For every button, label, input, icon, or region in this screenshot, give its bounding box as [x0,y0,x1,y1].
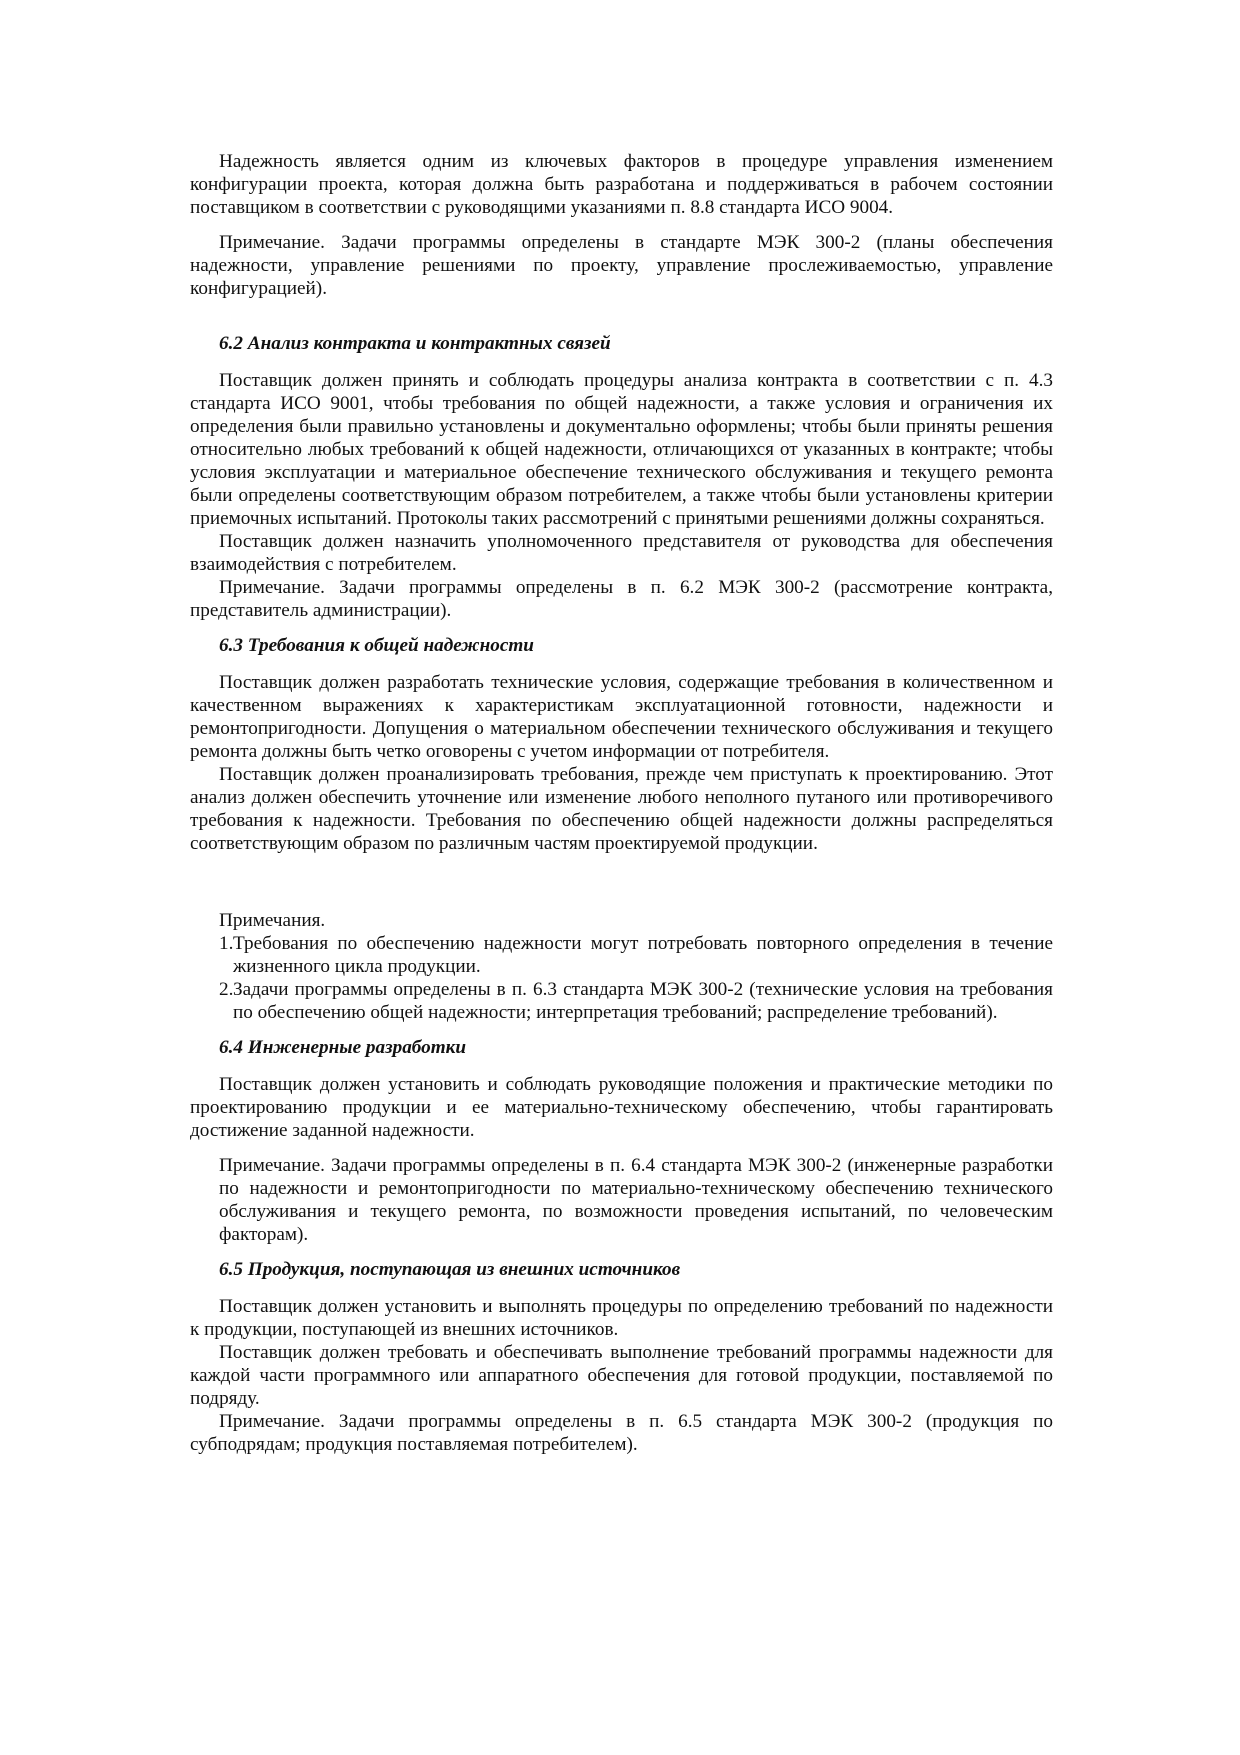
note-text: Требования по обеспечению надежности могут потребовать повторного определения в течение жизненного цикла продукции. [233,933,1053,977]
section-6-5-paragraph-2: Поставщик должен требовать и обеспечивать выполнение требований программы надежности для каждой части программного или аппаратного обеспечения для готовой продукции, поставляемой по подряду. [190,1342,1053,1409]
section-heading-6-2: 6.2 Анализ контракта и контрактных связей [219,333,611,354]
section-heading-6-4: 6.4 Инженерные разработки [219,1037,467,1058]
intro-paragraph: Надежность является одним из ключевых факторов в процедуре управления изменением конфигурации проекта, которая должна быть разработана и поддерживаться в рабочем состоянии поставщиком в соответствии с руководящими указаниями п. 8.8 стандарта ИСО 9004. [190,151,1053,218]
section-heading-6-3: 6.3 Требования к общей надежности [219,635,534,656]
section-6-2-paragraph-1: Поставщик должен принять и соблюдать процедуры анализа контракта в соответствии с п. 4.3 стандарта ИСО 9001, чтобы требования по общей надежности, а также условия и ограничения их определения были правильно установлены и документально оформлены; чтобы были приняты решения относительно любых требований к общей надежности, отличающихся от указанных в контракте; чтобы условия эксплуатации и материальное обеспечение технического обслуживания и текущего ремонта были определены соответствующим образом потребителем, а также чтобы были установлены критерии приемочных испытаний. Протоколы таких рассмотрений с принятыми решениями должны сохраняться. [190,370,1053,529]
section-6-2-note: Примечание. Задачи программы определены в п. 6.2 МЭК 300-2 (рассмотрение контракта, представитель администрации). [190,577,1053,621]
section-6-5-paragraph-1: Поставщик должен установить и выполнять процедуры по определению требований по надежности к продукции, поступающей из внешних источников. [190,1296,1053,1340]
intro-note: Примечание. Задачи программы определены в стандарте МЭК 300-2 (планы обеспечения надежности, управление решениями по проекту, управление прослеживаемостью, управление конфигурацией). [190,232,1053,299]
section-6-3-paragraph-2: Поставщик должен проанализировать требования, прежде чем приступать к проектированию. Этот анализ должен обеспечить уточнение или изменение любого неполного путаного или противоречивого требования к надежности. Требования по обеспечению общей надежности должны распределяться соответствующим образом по различным частям проектируемой продукции. [190,764,1053,854]
note-number: 2. [219,979,234,1000]
section-6-3-note-item [190,978,1053,1024]
section-6-4-paragraph-1: Поставщик должен установить и соблюдать руководящие положения и практические методики по проектированию продукции и ее материально-техническому обеспечению, чтобы гарантировать достижение заданной надежности. [190,1074,1053,1141]
document-page [190,150,1053,1456]
section-6-3-note-item [190,932,1053,978]
section-6-4-note: Примечание. Задачи программы определены в п. 6.4 стандарта МЭК 300-2 (инженерные разработки по надежности и ремонтопригодности по материально-техническому обеспечению технического обслуживания и текущего ремонта, по возможности проведения испытаний, по человеческим факторам). [219,1155,1053,1245]
section-6-3-notes-title: Примечания. [219,910,326,931]
note-text: Задачи программы определены в п. 6.3 стандарта МЭК 300-2 (технические условия на требования по обеспечению общей надежности; интерпретация требований; распределение требований). [233,979,1053,1023]
section-6-2-paragraph-2: Поставщик должен назначить уполномоченного представителя от руководства для обеспечения взаимодействия с потребителем. [190,531,1053,575]
section-6-5-note: Примечание. Задачи программы определены в п. 6.5 стандарта МЭК 300-2 (продукция по субподрядам; продукция поставляемая потребителем). [190,1411,1053,1455]
note-number: 1. [219,933,234,954]
section-6-3-paragraph-1: Поставщик должен разработать технические условия, содержащие требования в количественном и качественном выражениях к характеристикам эксплуатационной готовности, надежности и ремонтопригодности. Допущения о материальном обеспечении технического обслуживания и текущего ремонта должны быть четко оговорены с учетом информации от потребителя. [190,672,1053,762]
section-heading-6-5: 6.5 Продукция, поступающая из внешних источников [219,1259,681,1280]
